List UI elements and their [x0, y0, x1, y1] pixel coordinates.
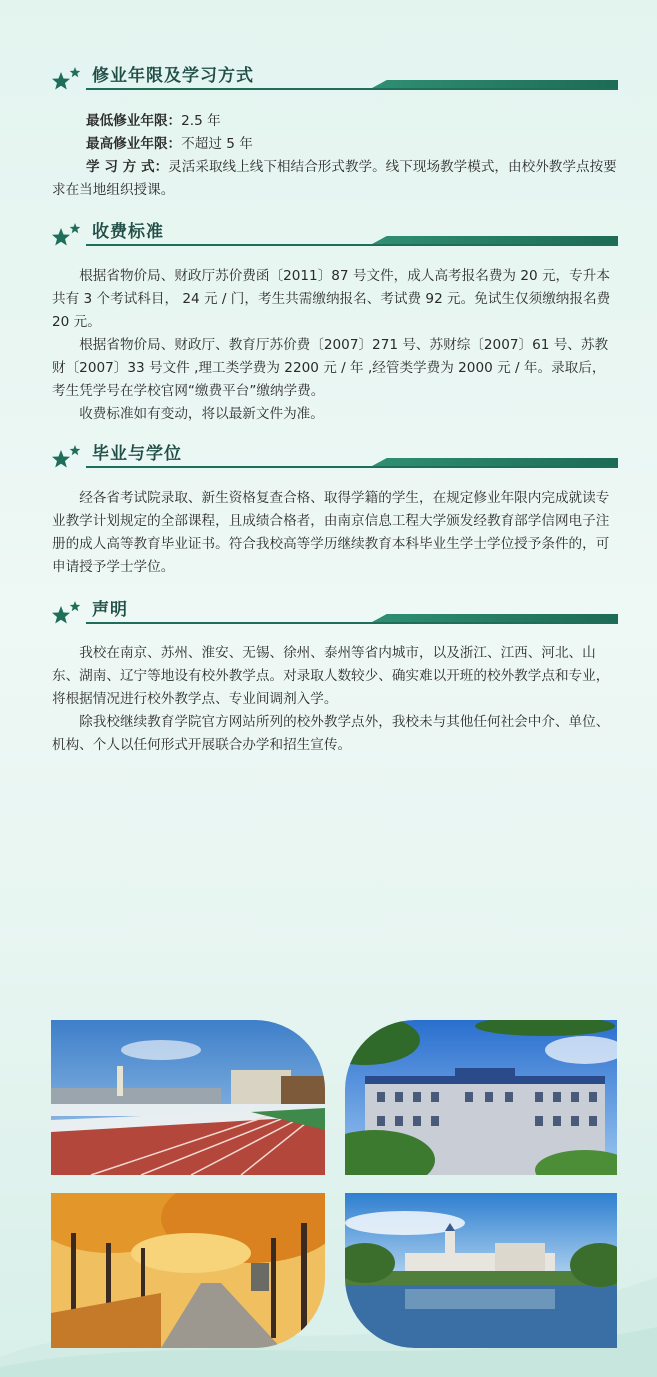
stars-icon: [52, 444, 84, 468]
statement-paragraph-1: 我校在南京、苏州、淮安、无锡、徐州、泰州等省内城市，以及浙江、江西、河北、山东、湖南、辽宁等地设有校外教学点。对录取人数较少、确实难以开班的校外教学点和专业，将根据情况进行校外教学点、专业间调剂入学。: [52, 645, 610, 707]
min-years-value: 2.5 年: [181, 113, 221, 129]
section-header-study: [52, 64, 618, 92]
section-title: 修业年限及学习方式: [92, 66, 254, 86]
statement-info: [52, 642, 618, 757]
divider-line: [86, 622, 618, 624]
section-header-graduation: [52, 442, 618, 470]
fees-paragraph-1: 根据省物价局、财政厅苏价费函〔2011〕87 号文件，成人高考报名费为 20 元，专升本共有 3 个考试科目， 24 元 / 门，考生共需缴纳报名、考试费 92 元。免试生仅须缴纳报名费 20 元。: [52, 268, 611, 330]
campus-building-photo: [345, 1020, 617, 1175]
graduation-paragraph: 经各省考试院录取、新生资格复查合格、取得学籍的学生，在规定修业年限内完成就读专业教学计划规定的全部课程，且成绩合格者，由南京信息工程大学颁发经教育部学信网电子注册的成人高等教育毕业证书。符合我校高等学历继续教育本科毕业生学士学位授予条件的，可申请授予学士学位。: [52, 490, 610, 575]
study-mode-value: 灵活采取线上线下相结合形式教学。线下现场教学模式，由校外教学点按要求在当地组织授课。: [52, 159, 617, 198]
fees-info: [52, 265, 618, 426]
fees-paragraph-3: 收费标准如有变动，将以最新文件为准。: [79, 406, 324, 422]
stars-icon: [52, 222, 84, 246]
divider-line: [86, 88, 618, 90]
study-info: [52, 110, 618, 202]
statement-paragraph-2: 除我校继续教育学院官方网站所列的校外教学点外，我校未与其他任何社会中介、单位、机构、个人以任何形式开展联合办学和招生宣传。: [52, 714, 610, 753]
graduation-info: [52, 487, 618, 579]
section-header-statement: [52, 598, 618, 626]
max-years-label: 最高修业年限：: [86, 136, 182, 152]
fees-paragraph-2: 根据省物价局、财政厅、教育厅苏价费〔2007〕271 号、苏财综〔2007〕61 号、苏教财〔2007〕33 号文件 ,理工类学费为 2200 元 / 年 ,经管类学费为 2000 元 / 年。录取后，考生凭学号在学校官网“缴费平台”缴纳学费。: [52, 337, 609, 399]
stars-icon: [52, 600, 84, 624]
divider-bar: [372, 614, 618, 622]
section-title: 声明: [92, 600, 128, 620]
max-years-value: 不超过 5 年: [181, 136, 253, 152]
section-title: 毕业与学位: [92, 444, 182, 464]
divider-bar: [372, 236, 618, 244]
min-years-label: 最低修业年限：: [86, 113, 182, 129]
stars-icon: [52, 66, 84, 90]
section-header-fees: [52, 220, 618, 248]
divider-bar: [372, 458, 618, 466]
study-mode-label: 学 习 方 式：: [86, 159, 169, 175]
running-track-photo: [51, 1020, 325, 1175]
divider-bar: [372, 80, 618, 88]
divider-line: [86, 244, 618, 246]
lake-campus-photo: [345, 1193, 617, 1348]
section-title: 收费标准: [92, 222, 164, 242]
divider-line: [86, 466, 618, 468]
autumn-ginkgo-path-photo: [51, 1193, 325, 1348]
